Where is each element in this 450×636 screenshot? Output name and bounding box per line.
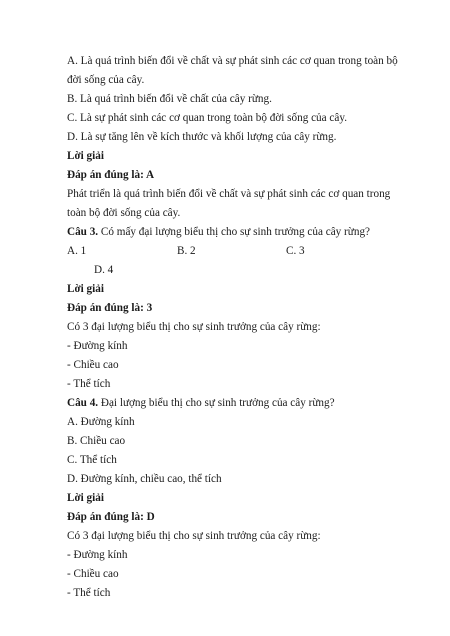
q4-option-a: A. Đường kính <box>67 416 135 428</box>
q3-option-b: B. 2 <box>177 245 196 257</box>
question-4 <box>67 396 335 410</box>
q4-option-d: D. Đường kính, chiều cao, thể tích <box>67 473 222 485</box>
q4-list-item: - Thể tích <box>67 587 111 599</box>
q4-answer-line: Đáp án đúng là: D <box>67 511 155 523</box>
option-c: C. Là sự phát sinh các cơ quan trong toàn bộ đời sống của cây. <box>67 112 348 124</box>
q4-option-b: B. Chiều cao <box>67 435 126 447</box>
q3-option-a: A. 1 <box>67 245 87 257</box>
explanation-line1: Phát triển là quá trình biến đổi về chất và sự phát sinh các cơ quan trong <box>67 188 391 200</box>
q3-list-item: - Chiều cao <box>67 359 119 371</box>
q3-option-c: C. 3 <box>286 245 305 257</box>
q3-explanation: Có 3 đại lượng biểu thị cho sự sinh trưởng của cây rừng: <box>67 321 321 333</box>
q4-solution-heading: Lời giải <box>67 492 104 504</box>
question-3 <box>67 225 370 239</box>
q3-answer-line: Đáp án đúng là: 3 <box>67 302 153 314</box>
question-3-text: Có mấy đại lượng biểu thị cho sự sinh trưởng của cây rừng? <box>98 226 370 238</box>
option-d: D. Là sự tăng lên về kích thước và khối lượng của cây rừng. <box>67 131 337 143</box>
q4-option-c: C. Thể tích <box>67 454 117 466</box>
answer-line: Đáp án đúng là: A <box>67 169 155 181</box>
q3-solution-heading: Lời giải <box>67 283 104 295</box>
q4-explanation: Có 3 đại lượng biểu thị cho sự sinh trưởng của cây rừng: <box>67 530 321 542</box>
explanation-line2: toàn bộ đời sống của cây. <box>67 207 181 219</box>
question-4-label: Câu 4. <box>67 397 99 409</box>
q3-option-d: D. 4 <box>94 264 114 276</box>
q4-list-item: - Đường kính <box>67 549 128 561</box>
q4-list-item: - Chiều cao <box>67 568 119 580</box>
solution-heading: Lời giải <box>67 150 104 162</box>
q3-list-item: - Thể tích <box>67 378 111 390</box>
option-b: B. Là quá trình biến đổi về chất của cây rừng. <box>67 93 272 105</box>
option-a-line2: đời sống của cây. <box>67 74 145 86</box>
option-a-line1: A. Là quá trình biến đổi về chất và sự phát sinh các cơ quan trong toàn bộ <box>67 55 398 67</box>
question-4-text: Đại lượng biểu thị cho sự sinh trưởng của cây rừng? <box>98 397 335 409</box>
q3-list-item: - Đường kính <box>67 340 128 352</box>
question-3-label: Câu 3. <box>67 226 99 238</box>
